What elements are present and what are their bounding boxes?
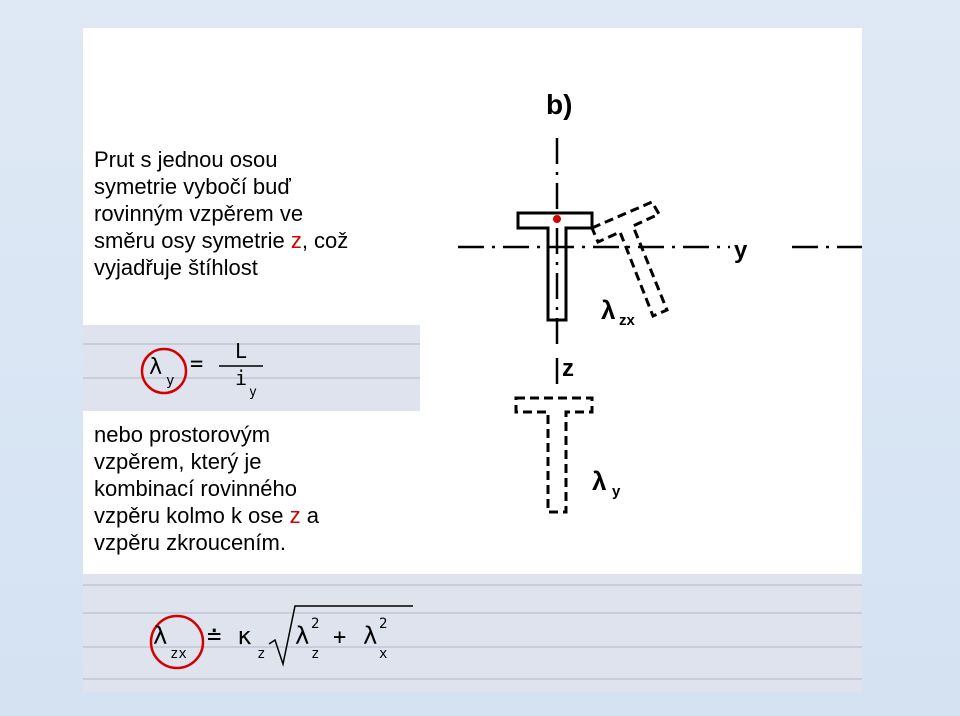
lambda-subscript: y [166,373,175,389]
axis-z-label: z [562,355,574,382]
text-line [94,502,319,529]
lambda-y-label: λ [592,466,607,496]
denominator-subscript: y [249,385,257,400]
paragraph-intro [94,146,348,281]
text-line: symetrie vybočí buď [94,174,291,199]
lambda-z-subscript: z [311,646,320,662]
text-line: rovinným vzpěrem ve [94,201,304,226]
formula-zx [83,574,862,692]
denominator: i [235,366,248,390]
axis-z-highlight: z [290,228,302,253]
text-fragment: směru osy symetrie [94,228,291,253]
lambda-symbol: λ [149,355,163,380]
lambda-z-term: λ [295,622,310,650]
axis-z-highlight: z [289,503,301,528]
plus-sign: + [333,625,347,650]
approx-sign: ≐ [207,622,222,650]
lambda-subscript: zx [170,646,187,662]
formula-y-scan [83,325,420,411]
lambda-zx-sub-label: zx [619,312,635,329]
text-line: vzpěrem, který je [94,449,262,474]
text-fragment: vzpěru kolmo k ose [94,503,290,528]
lambda-x-exponent: 2 [379,616,388,632]
lambda-x-term: λ [363,622,378,650]
text-fragment: , což [301,228,349,253]
lambda-symbol: λ [153,622,168,650]
text-line: vyjadřuje štíhlost [94,255,258,280]
equals-sign: = [190,352,204,377]
paragraph-spatial [94,421,319,556]
text-line: nebo prostorovým [94,422,271,447]
text-fragment: a [300,503,319,528]
numerator: L [235,339,248,363]
kappa-symbol: κ [237,622,252,650]
formula-zx-scan [83,574,862,692]
lambda-zx-label: λ [601,295,616,325]
text-line: kombinací rovinného [94,476,298,501]
axis-y-label: y [734,237,748,264]
lambda-x-subscript: x [379,646,388,662]
kappa-subscript: z [257,646,266,662]
text-line: vzpěru zkroucením. [94,530,286,555]
lambda-y-sub-label: y [612,483,621,500]
lambda-z-exponent: 2 [311,616,320,632]
formula-y [83,325,420,411]
text-line [94,227,348,254]
text-line: Prut s jednou osou [94,147,278,172]
panel-label: b) [546,89,573,120]
